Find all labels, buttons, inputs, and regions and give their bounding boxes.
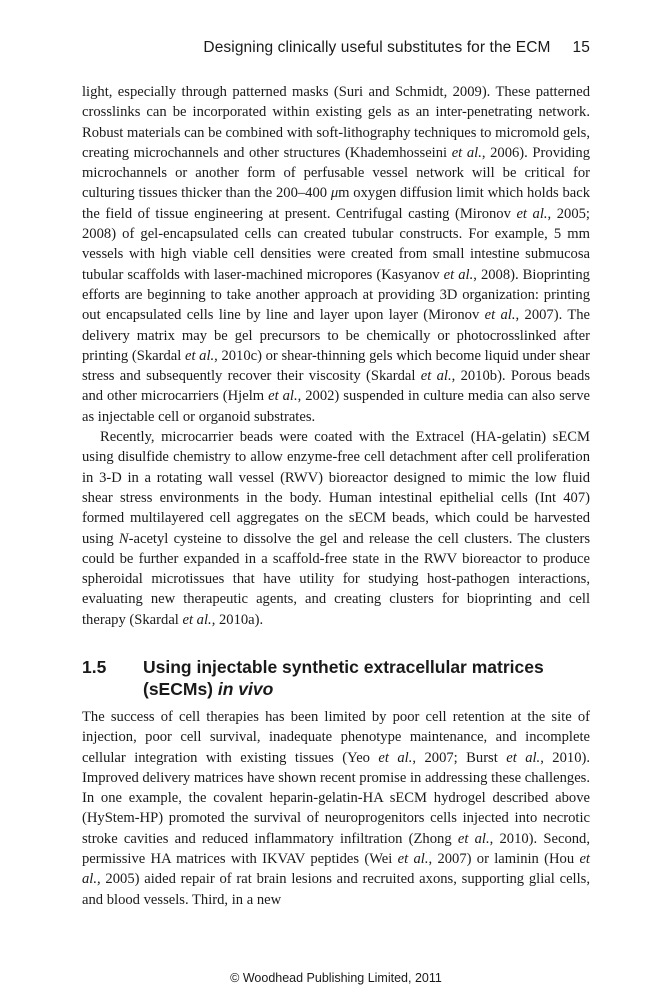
paragraph-1-italic: et al.	[443, 266, 474, 283]
paragraph-1-italic: et al.	[420, 368, 452, 385]
running-head-title: Designing clinically useful substitutes for the ECM	[203, 39, 551, 56]
paragraph-2-italic: et al.	[182, 611, 212, 628]
paragraph-3-text: , 2007; Burst	[412, 749, 507, 766]
paragraph-1-text: , 2005; 2008) of gel-encapsulated cells can created tubular constructs. For example, 5 mm vessels with high viable cell densities were created from small intestine submucosa tubular scaffolds with laser-machined micropores (Kasyanov	[82, 205, 590, 283]
paragraph-3-italic: et al.	[397, 851, 429, 868]
paragraph-2-text: Recently, microcarrier beads were coated with the Extracel (HA-gelatin) sECM using disulfide chemistry to allow enzyme-free cell detachment after cell proliferation in 3-D in a rotating wall vessel (RWV) bioreactor designed to mimic the low fluid shear stress environments in the body. Human intestinal epithelial cells (Int 407) formed multilayered cell aggregates on the sECM beads, which could be harvested using	[82, 429, 590, 547]
paragraph-1-text: , 2006). Providing microchannels or another form of perfusable vessel network will be critical for culturing tissues thicker than the 200–400	[82, 144, 590, 202]
paragraph-1-italic: et al.	[268, 388, 298, 405]
paragraph-1-text: , 2008). Bioprinting efforts are beginning to take another approach at providing 3D organization: printing out encapsulated cells line by line and layer upon layer (Mironov	[82, 266, 590, 324]
paragraph-2-text: , 2010a).	[211, 611, 264, 628]
paragraph-1-text: light, especially through patterned masks (Suri and Schmidt, 2009). These patterned crosslinks can be incorporated within existing gels as an inter-penetrating network. Robust materials can be combined with soft-lithography techniques to micromold gels, creating microchannels and other structures (Khademhosseini	[82, 84, 590, 161]
paragraph-1-italic: et al.	[516, 205, 548, 222]
page-number: 15	[572, 39, 590, 56]
paragraph-3-italic: et al.	[378, 749, 413, 766]
section-title-italic: in vivo	[217, 679, 274, 699]
copyright-footer: © Woodhead Publishing Limited, 2011	[230, 971, 442, 985]
paragraph-2	[82, 427, 590, 630]
section-heading	[82, 656, 590, 700]
paragraph-1-italic: μ	[330, 185, 339, 202]
section-title	[143, 656, 590, 700]
paragraph-1-text: m oxygen diffusion limit which holds back the field of tissue engineering at present. Centrifugal casting (Mironov	[82, 185, 590, 222]
paragraph-1-italic: et al.	[184, 347, 215, 364]
paragraph-1-text: , 2010b). Porous beads and other microcarriers (Hjelm	[82, 368, 590, 405]
paragraph-1-italic: et al.	[451, 144, 482, 161]
paragraph-2-italic: N	[118, 530, 129, 547]
paragraph-1-text: , 2010c) or shear-thinning gels which become liquid under shear stress and subsequently recover their viscosity (Skardal	[82, 347, 590, 385]
paragraph-1-italic: et al.	[484, 307, 516, 324]
section-number: 1.5	[82, 657, 107, 677]
paragraph-3	[82, 707, 590, 910]
section-title-text: Using injectable synthetic extracellular matrices (sECMs)	[143, 657, 544, 699]
paragraph-3-text: , 2010). Second, permissive HA matrices with IKVAV peptides (Wei	[82, 830, 591, 868]
paragraph-3-italic: et al.	[457, 830, 490, 847]
paragraph-3-text: , 2007) or laminin (Hou	[428, 851, 580, 868]
paragraph-3-text: , 2005) aided repair of rat brain lesions and recruited axons, supporting glial cells, and blood vessels. Third, in a new	[82, 871, 590, 908]
body-text-upper	[82, 82, 590, 630]
paragraph-1-text: , 2007). The delivery matrix may be gel precursors to be chemically or photocrosslinked after printing (Skardal	[82, 307, 591, 364]
body-text-lower	[82, 707, 590, 910]
paragraph-3-text: The success of cell therapies has been limited by poor cell retention at the site of injection, poor cell survival, inadequate phenotype maintenance, and incomplete cellular integration with existing tissues (Yeo	[82, 709, 590, 766]
paragraph-3-text: , 2010). Improved delivery matrices have shown recent promise in addressing these challenges. In one example, the covalent heparin-gelatin-HA sECM hydrogel described above (HyStem-HP) promoted the survival of neuroprogenitors cells injected into necrotic stroke cavities and reduced inflammatory infiltration (Zhong	[82, 749, 591, 847]
paragraph-1	[82, 82, 590, 427]
paragraph-3-italic: et al.	[506, 749, 541, 766]
paragraph-2-text: -acetyl cysteine to dissolve the gel and release the cell clusters. The clusters could be further expanded in a scaffold-free state in the RWV bioreactor to produce spheroidal microtissues that have utility for studying host-pathogen interactions, evaluating new therapeutic agents, and creating clusters for bioprinting and cell therapy (Skardal	[82, 530, 590, 628]
paragraph-3-italic: et al.	[82, 851, 590, 888]
running-head	[82, 39, 590, 57]
paragraph-1-text: , 2002) suspended in culture media can also serve as injectable cell or organoid substrates.	[82, 388, 590, 425]
